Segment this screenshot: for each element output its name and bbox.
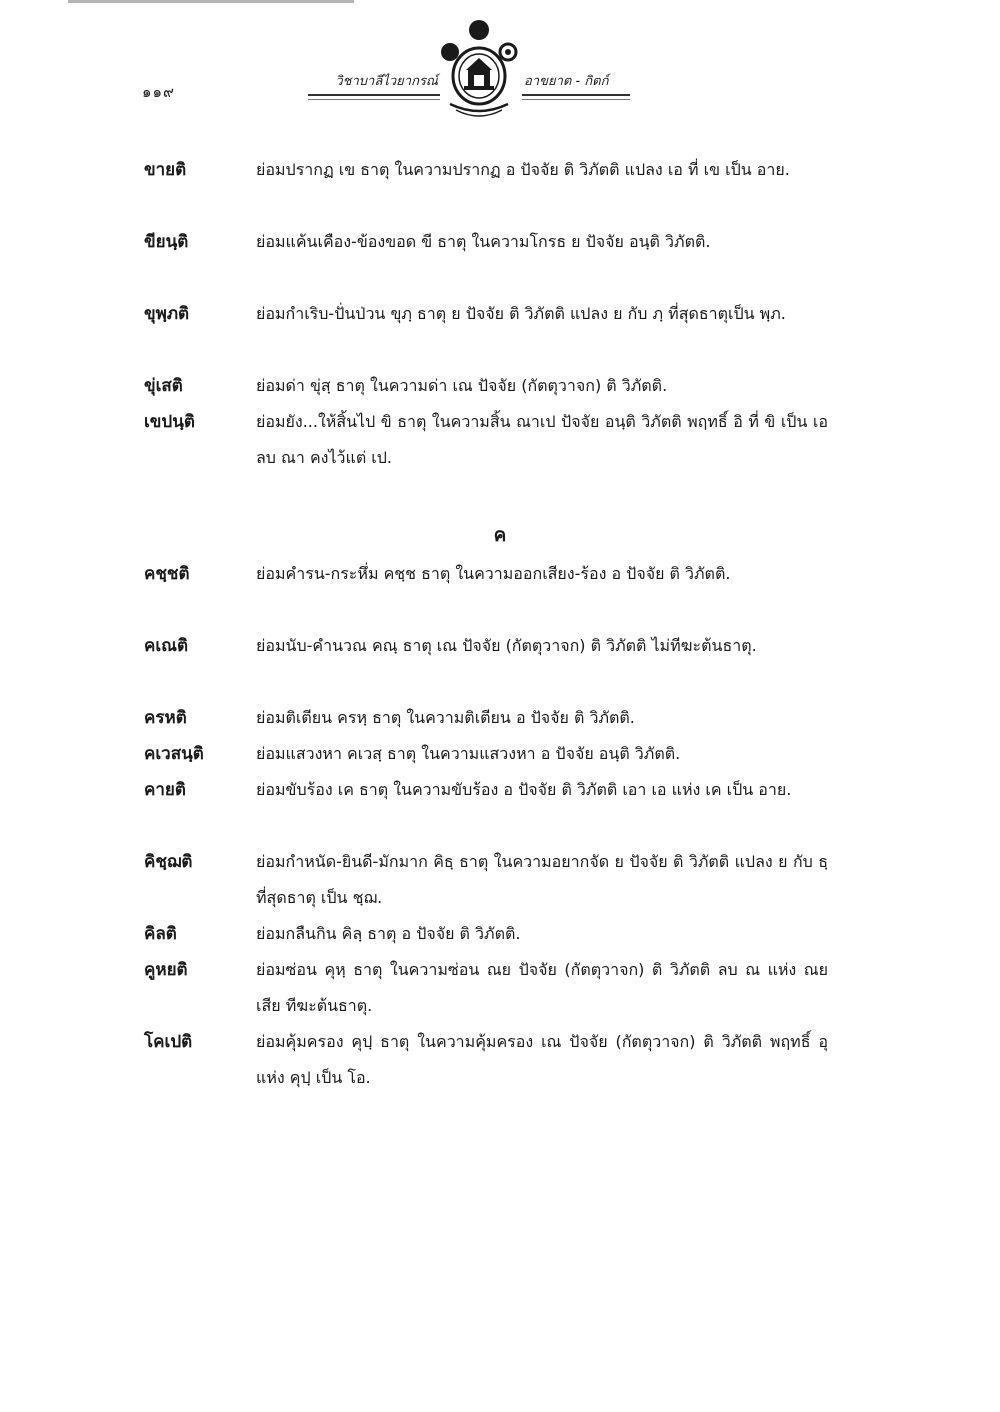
entry-definition: ย่อมคุ้มครอง คุปฺ ธาตุ ในความคุ้มครอง เณ ปัจจัย (กัตตุวาจก) ติ วิภัตติ พฤทธิ์ อุ แห่ง คุปฺ เป็น โอ. bbox=[256, 1032, 828, 1087]
entry-definition: ย่อมด่า ขุ่สฺ ธาตุ ในความด่า เณ ปัจจัย (กัตตุวาจก) ติ วิภัตติ. bbox=[256, 376, 668, 395]
section-heading: ค bbox=[493, 524, 507, 546]
header-rule-right bbox=[522, 94, 630, 96]
entry-definition: ย่อมนับ-คำนวณ คณฺ ธาตุ เณ ปัจจัย (กัตตุวาจก) ติ วิภัตติ ไม่ทีฆะต้นธาตุ. bbox=[256, 636, 757, 655]
header-left-title: วิชาบาลีไวยากรณ์ bbox=[335, 74, 438, 89]
entry-term: คิลติ bbox=[144, 924, 177, 944]
entry-term: ขุพฺภติ bbox=[144, 304, 190, 324]
header-rule-right-thin bbox=[522, 99, 630, 100]
entry-term: โคเปติ bbox=[144, 1032, 193, 1052]
entry-definition: ย่อมซ่อน คุหฺ ธาตุ ในความซ่อน ณย ปัจจัย (กัตตุวาจก) ติ วิภัตติ ลบ ณ แห่ง ณย เสีย ทีฆะต้นธาตุ. bbox=[256, 960, 828, 1015]
temple-seal-emblem-icon bbox=[436, 18, 522, 122]
entry-definition: ย่อมปรากฏ เข ธาตุ ในความปรากฏ อ ปัจจัย ติ วิภัตติ แปลง เอ ที่ เข เป็น อาย. bbox=[256, 160, 790, 179]
header-rule-left bbox=[308, 94, 440, 96]
header-right-title: อาขยาต - กิตก์ bbox=[524, 74, 609, 89]
page-header bbox=[0, 0, 1000, 130]
entry-definition: ย่อมแค้นเคือง-ข้องขอด ขี ธาตุ ในความโกรธ ย ปัจจัย อนฺติ วิภัตติ. bbox=[256, 232, 711, 251]
entry-term: คเณติ bbox=[144, 636, 188, 656]
entry-term: คายติ bbox=[144, 780, 186, 800]
entry-term: คูหยติ bbox=[144, 960, 188, 980]
header-rule-left-thin bbox=[308, 99, 440, 100]
entry-term: ขายติ bbox=[144, 160, 187, 180]
entry-definition: ย่อมแสวงหา คเวสฺ ธาตุ ในความแสวงหา อ ปัจจัย อนฺติ วิภัตติ. bbox=[256, 744, 681, 763]
entry-definition: ย่อมยัง...ให้สิ้นไป ขิ ธาตุ ในความสิ้น ณาเป ปัจจัย อนฺติ วิภัตติ พฤทธิ์ อิ ที่ ขิ เป็น เอ ลบ ณา คงไว้แต่ เป. bbox=[256, 412, 828, 467]
entry-definition: ย่อมติเตียน ครหฺ ธาตุ ในความติเตียน อ ปัจจัย ติ วิภัตติ. bbox=[256, 708, 635, 727]
entry-definition: ย่อมกำเริบ-ปั่นป่วน ขุภฺ ธาตุ ย ปัจจัย ติ วิภัตติ แปลง ย กับ ภฺ ที่สุดธาตุเป็น พฺภ. bbox=[256, 304, 786, 323]
entry-definition: ย่อมกำหนัด-ยินดี-มักมาก คิธฺ ธาตุ ในความอยากจัด ย ปัจจัย ติ วิภัตติ แปลง ย กับ ธฺ ที่สุดธาตุ เป็น ชฺฌ. bbox=[256, 852, 828, 907]
page-number: ๑๑๙ bbox=[142, 83, 176, 101]
entry-term: ขุ่เสติ bbox=[144, 376, 183, 396]
entry-term: คเวสนฺติ bbox=[144, 744, 204, 764]
entry-term: คชฺชติ bbox=[144, 564, 190, 584]
entry-term: เขปนฺติ bbox=[144, 412, 195, 432]
entry-term: คิชฺฌติ bbox=[144, 852, 193, 872]
entry-term: ขียนฺติ bbox=[144, 232, 189, 252]
entry-definition: ย่อมกลืนกิน คิลฺ ธาตุ อ ปัจจัย ติ วิภัตติ. bbox=[256, 924, 521, 943]
entry-definition: ย่อมคำรน-กระหึ่ม คชฺช ธาตุ ในความออกเสียง-ร้อง อ ปัจจัย ติ วิภัตติ. bbox=[256, 564, 731, 583]
entry-term: ครหติ bbox=[144, 708, 187, 728]
entry-definition: ย่อมขับร้อง เค ธาตุ ในความขับร้อง อ ปัจจัย ติ วิภัตติ เอา เอ แห่ง เค เป็น อาย. bbox=[256, 780, 792, 799]
